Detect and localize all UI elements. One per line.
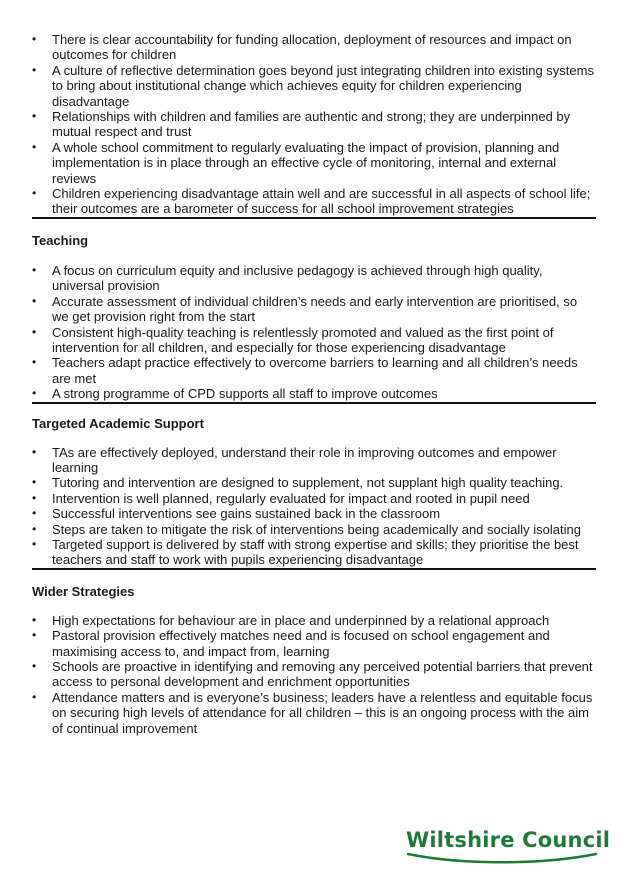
- section-heading-targeted-support: Targeted Academic Support: [32, 415, 204, 431]
- list-item: • A culture of reflective determination goes beyond just integrating children into existing systems to bring about institutional change which achieves equity for children experiencing disadvantage: [32, 63, 596, 109]
- list-item: • Tutoring and intervention are designed to supplement, not supplant high quality teaching.: [32, 475, 596, 490]
- list-item: • Teachers adapt practice effectively to overcome barriers to learning and all children’s needs are met: [32, 355, 596, 386]
- list-item: • A focus on curriculum equity and inclusive pedagogy is achieved through high quality, universal provision: [32, 263, 596, 294]
- list-item: • Successful interventions see gains sustained back in the classroom: [32, 506, 596, 521]
- list-item: • Intervention is well planned, regularly evaluated for impact and rooted in pupil need: [32, 491, 596, 506]
- list-item: • Accurate assessment of individual children’s needs and early intervention are prioritised, so we get provision right from the start: [32, 294, 596, 325]
- list-item: • There is clear accountability for funding allocation, deployment of resources and impact on outcomes for children: [32, 32, 596, 63]
- list-item: • Schools are proactive in identifying and removing any perceived potential barriers that prevent access to personal development and enrichment opportunities: [32, 659, 596, 690]
- list-item: • High expectations for behaviour are in place and underpinned by a relational approach: [32, 613, 596, 628]
- list-item: • TAs are effectively deployed, understand their role in improving outcomes and empower learning: [32, 445, 596, 476]
- logo-swoosh-icon: [406, 850, 598, 866]
- list-item: • Children experiencing disadvantage attain well and are successful in all aspects of school life; their outcomes are a barometer of success for all school improvement strategies: [32, 186, 596, 217]
- logo-wordmark: Wiltshire Council: [406, 828, 611, 852]
- list-item: • Pastoral provision effectively matches need and is focused on school engagement and maximising access to, and impact from, learning: [32, 628, 596, 659]
- list-item: • A whole school commitment to regularly evaluating the impact of provision, planning and implementation is in place through an effective cycle of monitoring, internal and external reviews: [32, 140, 596, 186]
- list-item: • Consistent high-quality teaching is relentlessly promoted and valued as the first point of intervention for all children, and especially for those experiencing disadvantage: [32, 325, 596, 356]
- intro-bullet-list: [32, 32, 596, 217]
- targeted-bullet-list: [32, 445, 596, 568]
- teaching-bullet-list: [32, 263, 596, 402]
- list-item: • Targeted support is delivered by staff with strong expertise and skills; they prioritise the best teachers and staff to work with pupils experiencing disadvantage: [32, 537, 596, 568]
- wider-bullet-list: [32, 613, 596, 736]
- section-divider: [32, 217, 596, 219]
- list-item: • Attendance matters and is everyone’s business; leaders have a relentless and equitable focus on securing high levels of attendance for all children – this is an ongoing process with the aim of continual improvement: [32, 690, 596, 736]
- section-heading-teaching: Teaching: [32, 232, 89, 248]
- list-item: • A strong programme of CPD supports all staff to improve outcomes: [32, 386, 596, 401]
- document-page: [32, 32, 596, 736]
- section-heading-wider-strategies: Wider Strategies: [32, 583, 135, 599]
- wiltshire-council-logo: [406, 828, 611, 868]
- list-item: • Steps are taken to mitigate the risk of interventions being academically and socially isolating: [32, 522, 596, 537]
- section-divider: [32, 568, 596, 570]
- section-divider: [32, 402, 596, 404]
- list-item: • Relationships with children and families are authentic and strong; they are underpinned by mutual respect and trust: [32, 109, 596, 140]
